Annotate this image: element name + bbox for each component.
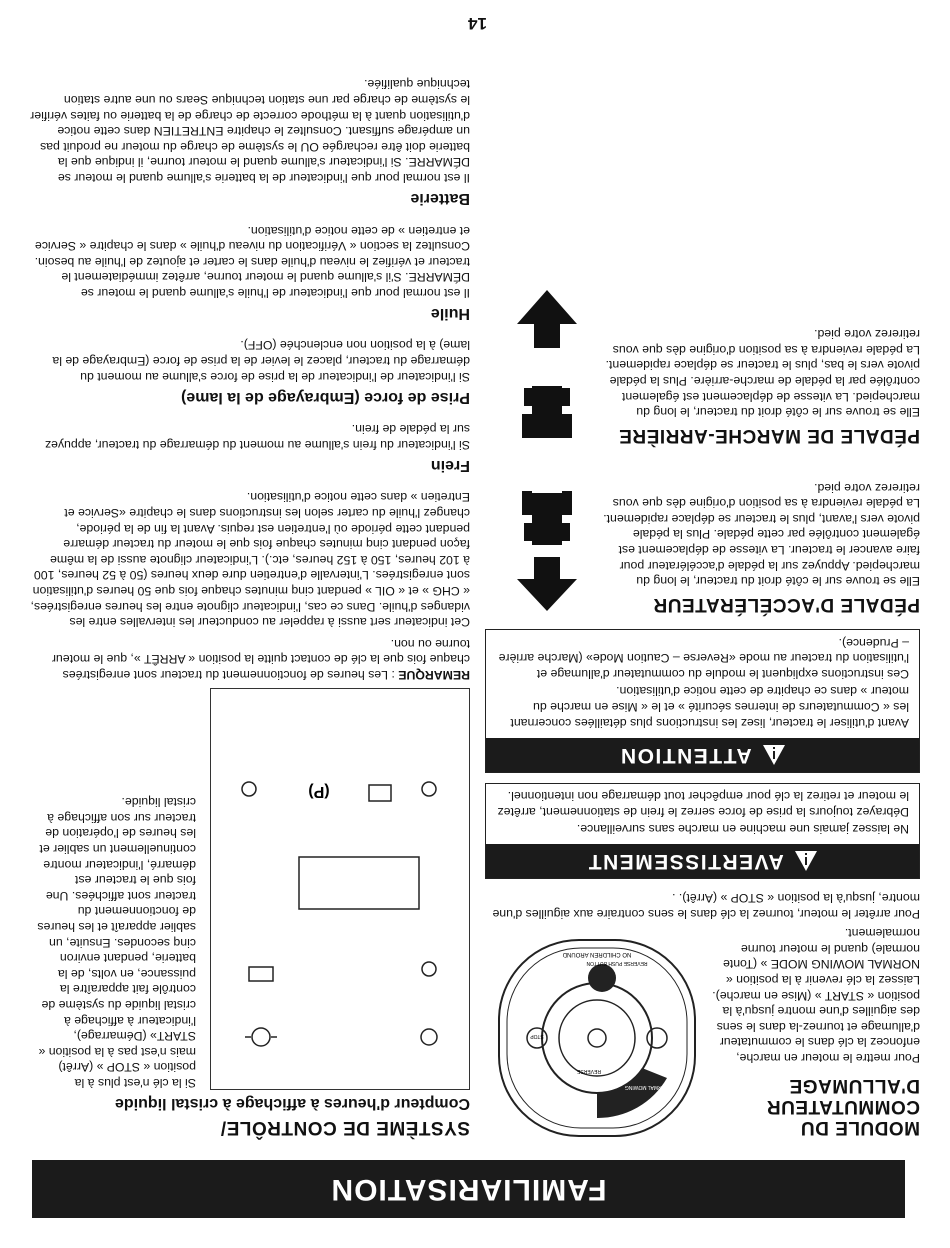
control-title: SYSTÈME DE CONTRÔLE/ [220,1117,470,1138]
warning-paragraph-2: Débrayez toujours la prise de force serrez le frein de stationnement, arrêtez le moteur et retirez la clé pour empêcher tout démarrage non intentionnel. [497,789,909,819]
ignition-dial-icon [497,938,697,1138]
reverse-tractor-arrow-icon [502,286,592,446]
remark-label: REMARQUE [398,668,470,682]
ignition-text [705,925,920,1138]
panel-park-label: (P) [308,783,330,800]
reverse-section [485,281,920,446]
forward-tractor-arrow-icon [502,465,592,615]
section-banner [32,1160,905,1218]
dial-label-top: NO CHILDREN AROUND [562,951,632,957]
attention-title: ATTENTION [619,743,752,767]
ignition-paragraph-1: Pour mettre le moteur en marche, enfoncez la clé dans le commutateur d'allumage et tournez-la dans le sens des aiguilles d'une montre jusqu'à la position « START » (Mise en marche). Laissez la clé revenir à la position « NORMAL MOWING MODE » (Tonte normale) quand le moteur tourne normalement. [712,926,920,1065]
page-number: 14 [468,14,487,33]
dial-label-button: REVERSE PUSH BUTTON [586,960,648,966]
reverse-figure [502,281,592,446]
ignition-title-1: MODULE DU [800,1117,920,1138]
ignition-section [485,925,920,1138]
ignition-title-2: COMMUTATEUR [766,1096,920,1117]
warning-header [486,844,919,878]
frein-title: Frein [430,456,470,474]
warning-paragraph-1: Ne laissez jamais une machine en marche sans surveillance. [576,822,909,837]
huile-title: Huile [430,304,470,322]
reverse-title: PÉDALE DE MARCHE-ARRIÈRE [618,425,920,447]
control-remark [30,635,470,682]
accelerator-title: PÉDALE D'ACCÉLÉRATEUR [653,594,920,616]
attention-header [486,738,919,772]
reverse-text-block [602,326,920,447]
attention-paragraph-1: Avant d'utiliser le tracteur, lisez les instructions plus détaillées concernant les « Commutateurs de internes sécurité » et le « Mise en marche du moteur » dans ce chapitre de cette notice d'utilisation. [510,684,909,730]
accelerator-figure [502,460,592,615]
warning-body [486,784,919,845]
monitor-panel-icon [211,689,469,1089]
dial-label-reverse: REVERSE [577,1068,601,1074]
pdf-title: Prise de force (Embrayage de la lame) [180,388,470,406]
frein-text: Si l'indicateur du frein s'allume au moment du démarrage du tracteur, appuyez sur la pédale de frein. [44,422,470,452]
warning-title: AVERTISSEMENT [587,850,784,874]
control-intro: Si la clé n'est plus à la position « STOP » (Arrêt) mais n'est pas à la position « START» (Démarrage), l'indicateur à affichage à cristal liquide du système de contrôle fait apparaître la puissance, en volts, de la batterie, pendant environ cinq secondes. Ensuite, un sablier apparaît et les heures de fonctionnement du tracteur sont affichées. Une fois que le tracteur est démarré, l'indicateur montre continuellement un sablier et les heures de l'opération de tracteur sur son affichage à cristal liquide. [37,795,196,1090]
control-intro-row [30,688,470,1090]
banner-title: FAMILIARISATION [330,1173,607,1206]
left-column [485,281,920,1138]
warning-triangle-icon [794,850,818,872]
monitor-panel-figure [210,688,470,1090]
remark-text: : Les heures de fonctionnement du tracteur sont enregistrées chaque fois que la clé de contact quitte la position « ARRÊT », que le moteur tourne ou non. [51,636,470,682]
accelerator-text-block [602,479,920,615]
batterie-title: Batterie [410,189,470,207]
pdf-text: Si l'indicateur de l'indicateur de la prise de force s'allume au moment du démarrage du tracteur, placez le levier de la prise de force (Embrayage de la lame) à la position non enclenchée (OFF). [52,338,470,384]
dial-label-stop: STOP [530,1033,544,1039]
accelerator-section [485,460,920,615]
ignition-paragraph-2: Pour arrêter le moteur, tournez la clé dans le sens contraire aux aiguilles d'une montre, jusqu'à la position « STOP » (Arrêt). . [492,891,920,921]
control-subtitle: Compteur d'heures à affichage à cristal liquide [114,1095,470,1112]
dial-label-normal: NORMAL MOWING [624,1084,670,1090]
huile-text: Il est normal pour que l'indicateur de l'huile s'allume quand le moteur se DÉMARRE. S'il s'allume quand le moteur tourne, arrêtez immédiatement le tracteur et vérifiez le niveau d'huile dans le carter et ajoutez de l'huile au besoin. Consultez la section « Vérification du niveau d'huile » dans le chapitre « Service et entretien » de cette notice d'utilisation. [34,223,470,300]
dial-label-caution: CAUTION MODE [567,1076,607,1082]
ignition-title-3: D'ALLUMAGE [789,1075,920,1096]
control-interval: Cet indicateur sert aussi à rappeler au conducteur les intervalles entre les vidanges d'huile. Dans ce cas, l'indicateur clignote entre les heures enregistrées, « CHG » et « OIL » pendant cinq minutes chaque fois que 50 heures d'utilisation sont enregistrées. L'intervalle d'entretien dure deux heures (50 à 52 heures, 100 à 102 heures, 150 à 152 heures, etc.). L'indicateur clignote aussi de la même façon pendant cinq minutes chaque fois que le moteur du tracteur démarre pendant cette période où l'entretien est requis. Avant la fin de la période, changez l'huile du carter selon les instructions dans le chapitre «Service et Entretien » dans cette notice d'utilisation. [30,490,470,630]
attention-body [486,630,919,738]
ignition-dial-figure [487,925,697,1138]
attention-triangle-icon [762,744,786,766]
warning-box [485,783,920,880]
right-column [30,76,470,1138]
reverse-text: Elle se trouve sur le côté droit du tracteur, le long du marchepied. La vitesse de déplacement est également contrôlée par la pédale de marche-arrière. Plus la pédale pivote vers le bas, plus le tracteur se déplace rapidement. La pédale reviendra à sa position d'origine dès que vous retirerez votre pied. [605,327,920,420]
accelerator-text: Elle se trouve sur le côté droit du tracteur, le long du marchepied. Appuyez sur la pédale d'accélérateur pour faire avancer le tracteur. La vitesse de déplacement est également contrôlée par cette pédale. Plus la pédale pivote vers l'avant, plus le tracteur se déplace rapidement. La pédale reviendra à sa position d'origine dès que vous retirerez votre pied. [603,480,920,589]
attention-box [485,629,920,773]
batterie-text: Il est normal pour que l'indicateur de la batterie s'allume quand le moteur se DÉMARRE. Si l'indicateur s'allume quand le moteur tourne, il indique que la batterie doit être rechargée OU le système de charge du moteur ne produit pas un ampérage suffisant. Consultez le chapitre ENTRETIEN dans cette notice d'utilisation quant à la méthode correcte de charge de la batterie ou faites vérifier le système de charge par une station technique Sears ou une autre station technique qualifiée. [30,77,470,185]
attention-paragraph-2: Ces instructions expliquent le module du commutateur d'allumage et l'utilisation du tracteur au mode «Reverse – Caution Mode» (Marche arrière – Prudence). [498,635,909,681]
